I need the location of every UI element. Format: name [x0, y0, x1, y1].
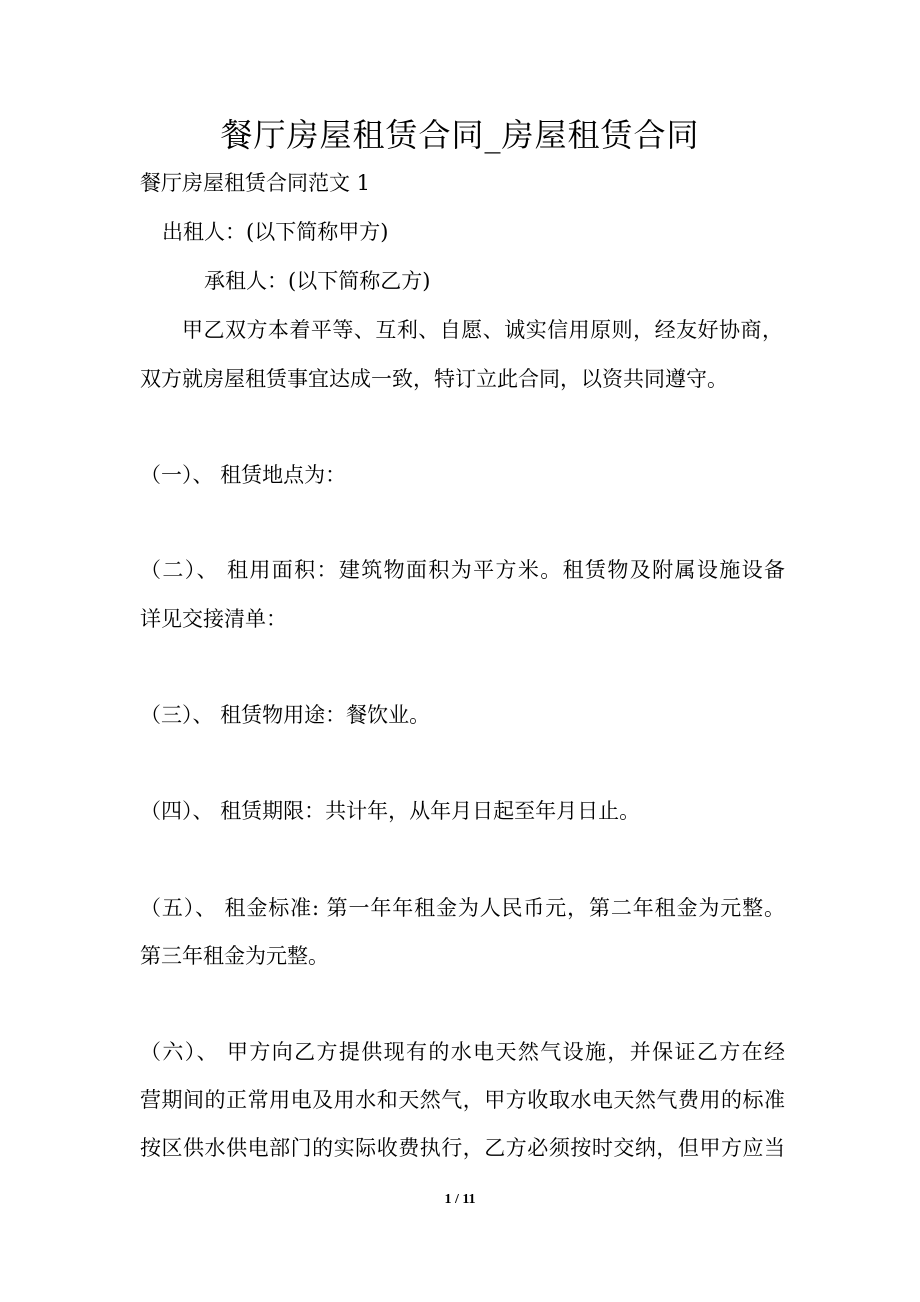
intro-line-1: 甲乙双方本着平等、互利、自愿、诚实信用原则，经友好协商，	[182, 318, 783, 342]
lessee-line: 承租人：(以下简称乙方)	[204, 269, 431, 293]
clause-2-line-2: 详见交接清单：	[140, 607, 287, 631]
lessor-line: 出租人：(以下简称甲方)	[162, 220, 389, 244]
clause-6-line-1: （六）、 甲方向乙方提供现有的水电天然气设施，并保证乙方在经	[140, 1040, 785, 1064]
clause-1-line-1: （一）、 租赁地点为：	[140, 463, 347, 487]
clause-6-line-3: 按区供水供电部门的实际收费执行，乙方必须按时交纳，但甲方应当	[140, 1136, 785, 1160]
clause-4-line-1: （四）、 租赁期限：共计年，从年月日起至年月日止。	[140, 799, 641, 823]
intro-line-2: 双方就房屋租赁事宜达成一致，特订立此合同，以资共同遵守。	[140, 367, 728, 391]
clause-5-line-2: 第三年租金为元整。	[140, 944, 329, 968]
document-title: 餐厅房屋租赁合同_房屋租赁合同	[220, 116, 700, 154]
clause-6-line-2: 营期间的正常用电及用水和天然气，甲方收取水电天然气费用的标准	[140, 1088, 785, 1112]
clause-2-line-1: （二）、 租用面积：建筑物面积为平方米。租赁物及附属设施设备	[140, 558, 785, 582]
clause-5-line-1: （五）、 租金标准: 第一年年租金为人民币元，第二年租金为元整。	[140, 896, 785, 920]
page-indicator: 1 / 11	[444, 1192, 476, 1207]
clause-3-line-1: （三）、 租赁物用途：餐饮业。	[140, 703, 431, 727]
document-subtitle: 餐厅房屋租赁合同范文 1	[140, 171, 371, 195]
